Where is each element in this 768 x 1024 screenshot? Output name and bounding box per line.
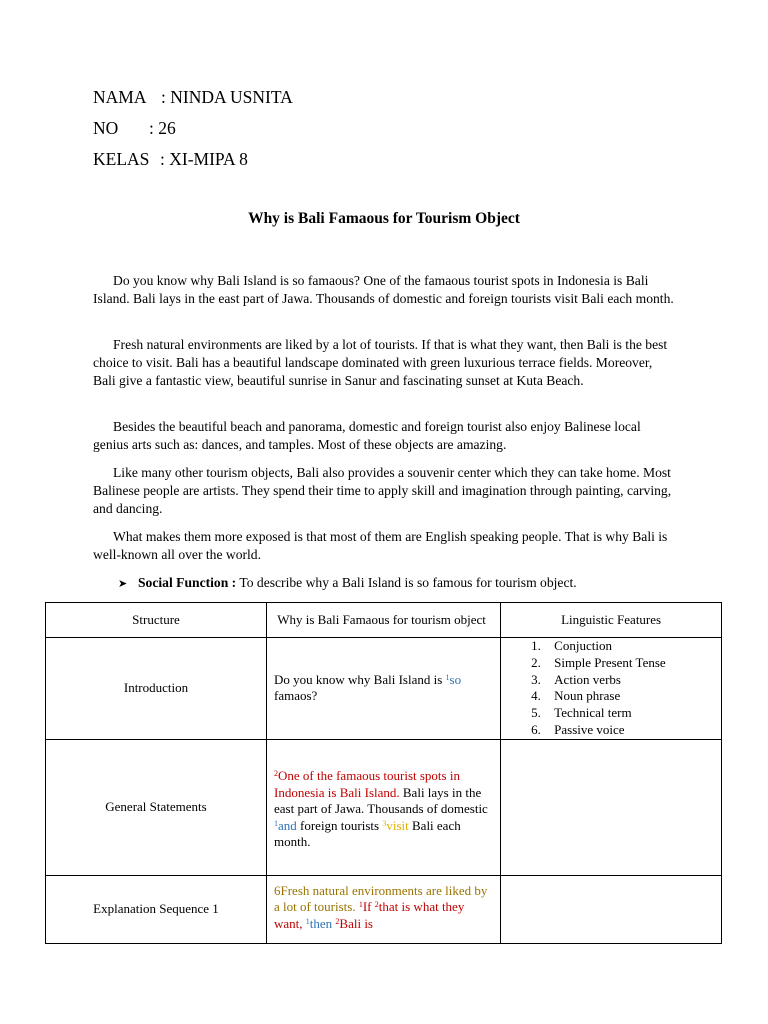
- text-cell: 6Fresh natural environments are liked by a lot of tourists. $^1$If $^2$that is what they want, $^1$then $^2$Bali is: [266, 875, 500, 943]
- paragraph: Besides the beautiful beach and panorama, domestic and foreign tourist also enjoy Balinese local genius arts such as: dances, and tamples. Most of these objects are amazing.: [93, 419, 641, 452]
- no-label: NO: [93, 118, 119, 138]
- list-item: 2. Simple Present Tense: [531, 654, 666, 670]
- structure-cell: Explanation Sequence 1: [46, 875, 267, 943]
- arrow-bullet-icon: ➤: [118, 578, 128, 590]
- kelas-label: KELAS: [93, 149, 150, 169]
- header-kelas: [93, 149, 248, 170]
- structure-cell: Introduction: [46, 638, 267, 740]
- paragraph: Like many other tourism objects, Bali also provides a souvenir center which they can take home. Most Balinese people are artists. They spend their time to apply skill and imagination through painting, carving, and dancing.: [93, 465, 672, 516]
- structure-cell: General Statements: [46, 739, 267, 875]
- header-linguistic-features: Linguistic Features: [501, 603, 722, 638]
- kelas-value: : XI-MIPA 8: [160, 149, 248, 169]
- list-item: 3. Action verbs: [531, 671, 621, 687]
- list-item: 4. Noun phrase: [531, 688, 621, 704]
- no-value: : 26: [149, 118, 176, 138]
- table-header-row: [46, 603, 722, 638]
- header-structure: Structure: [46, 603, 267, 638]
- linguistic-features-cell: [501, 638, 722, 740]
- paragraph: What makes them more exposed is that most of them are English speaking people. That is why Bali is well-known all over the world.: [93, 529, 668, 562]
- nama-label: NAMA: [93, 87, 147, 107]
- empty-cell: [501, 739, 722, 875]
- header-nama: [93, 87, 293, 108]
- social-function-label: Social Function :: [138, 575, 237, 590]
- empty-cell: [501, 875, 722, 943]
- linguistic-features-list: [501, 638, 721, 739]
- social-function-bullet: [118, 574, 577, 593]
- structure-table: [45, 602, 722, 944]
- paragraph: Fresh natural environments are liked by a lot of tourists. If that is what they want, then Bali is the best choice to visit. Bali has a beautiful landscape dominated with green luxurious terrace fields. Moreover, Bali give a fantastic view, beautiful sunrise in Sanur and fascinating sunset at Kuta Beach.: [93, 337, 668, 388]
- header-text: Why is Bali Famaous for tourism object: [266, 603, 500, 638]
- social-function-text: To describe why a Bali Island is so famous for tourism object.: [239, 575, 577, 590]
- table-row: [46, 875, 722, 943]
- text-cell: $^2$One of the famaous tourist spots in Indonesia is Bali Island. Bali lays in the east part of Jawa. Thousands of domestic $^1$and foreign tourists $^3$visit Bali each month.: [266, 739, 500, 875]
- header-no: [93, 118, 176, 139]
- list-item: 6. Passive voice: [531, 721, 625, 737]
- table-row: [46, 638, 722, 740]
- nama-value: : NINDA USNITA: [161, 87, 293, 107]
- list-item: 5. Technical term: [531, 705, 632, 721]
- text-cell: Do you know why Bali Island is $^1$so famaos?: [266, 638, 500, 740]
- paragraph: Do you know why Bali Island is so famaous? One of the famaous tourist spots in Indonesia is Bali Island. Bali lays in the east part of Jawa. Thousands of domestic and foreign tourists visit Bali each month.: [93, 273, 674, 306]
- table-row: [46, 739, 722, 875]
- list-item: 1. Conjuction: [531, 638, 612, 653]
- document-title: Why is Bali Famaous for Tourism Object: [248, 210, 520, 227]
